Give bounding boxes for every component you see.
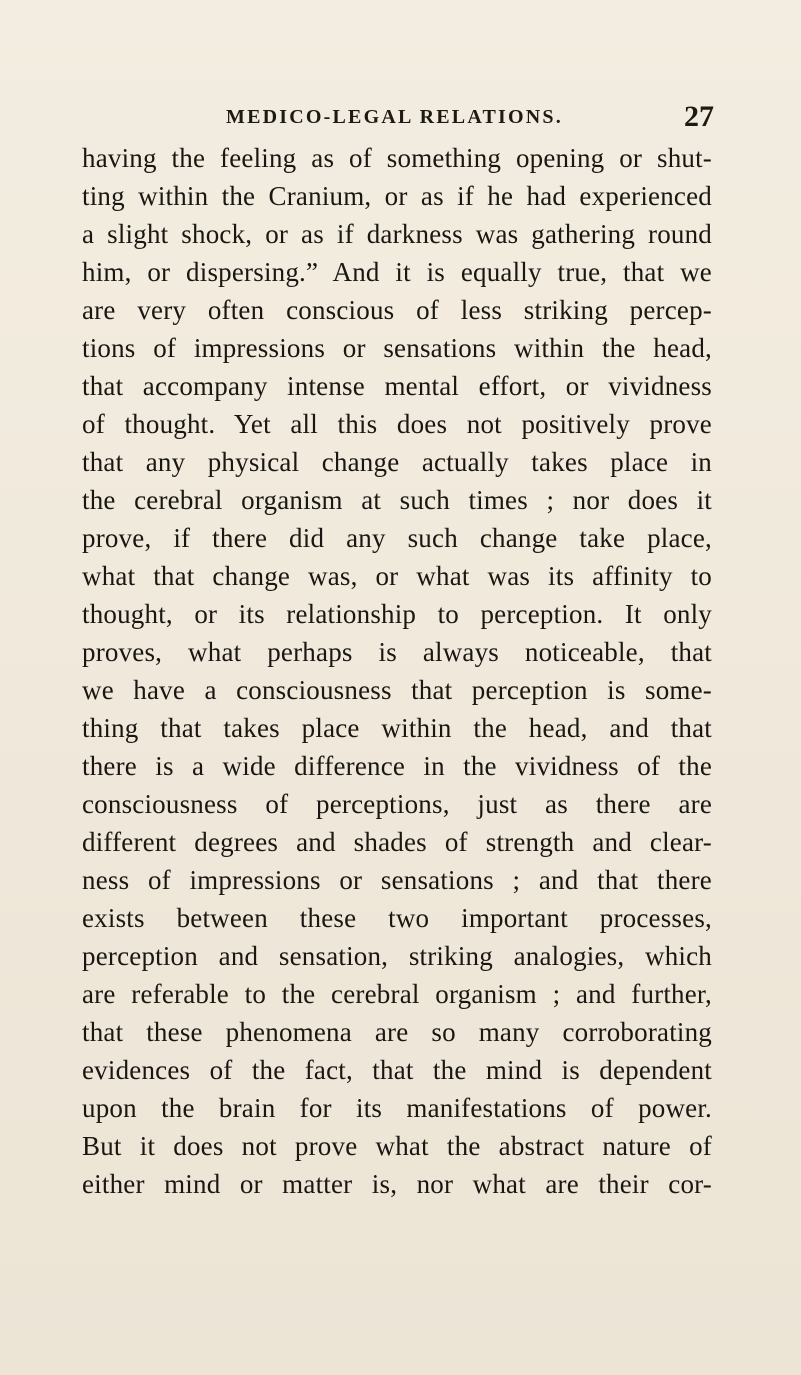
text-line: tions of impressions or sensations within the head, [82,333,712,363]
text-line: thought, or its relationship to perception. It only [82,599,712,629]
text-line: proves, what perhaps is always noticeable, that [82,637,712,667]
text-line: perception and sensation, striking analogies, which [82,941,712,971]
text-line: prove, if there did any such change take place, [82,523,712,553]
text-line: are very often conscious of less striking percep- [82,295,712,325]
text-line: that these phenomena are so many corroborating [82,1017,712,1047]
running-head [0,100,801,134]
body-text [82,139,712,1203]
text-line: a slight shock, or as if darkness was gathering round [82,219,712,249]
text-line: are referable to the cerebral organism ; and further, [82,979,712,1009]
text-line: what that change was, or what was its affinity to [82,561,712,591]
text-line: of thought. Yet all this does not positively prove [82,409,712,439]
text-line: having the feeling as of something opening or shut- [82,143,712,173]
text-line: either mind or matter is, nor what are their cor- [82,1169,712,1199]
running-title: MEDICO-LEGAL RELATIONS. [226,106,563,128]
page-number: 27 [684,100,714,133]
text-line: the cerebral organism at such times ; nor does it [82,485,712,515]
text-line: exists between these two important processes, [82,903,712,933]
text-line: that accompany intense mental effort, or vividness [82,371,712,401]
text-line: there is a wide difference in the vividness of the [82,751,712,781]
text-line: But it does not prove what the abstract nature of [82,1131,712,1161]
text-line: ting within the Cranium, or as if he had experienced [82,181,712,211]
text-line: ness of impressions or sensations ; and that there [82,865,712,895]
text-line: consciousness of perceptions, just as there are [82,789,712,819]
text-line: upon the brain for its manifestations of power. [82,1093,712,1123]
text-line: him, or dispersing.” And it is equally true, that we [82,257,712,287]
text-line: evidences of the fact, that the mind is dependent [82,1055,712,1085]
text-line: we have a consciousness that perception is some- [82,675,712,705]
text-line: thing that takes place within the head, and that [82,713,712,743]
text-line: that any physical change actually takes place in [82,447,712,477]
text-line: different degrees and shades of strength and clear- [82,827,712,857]
